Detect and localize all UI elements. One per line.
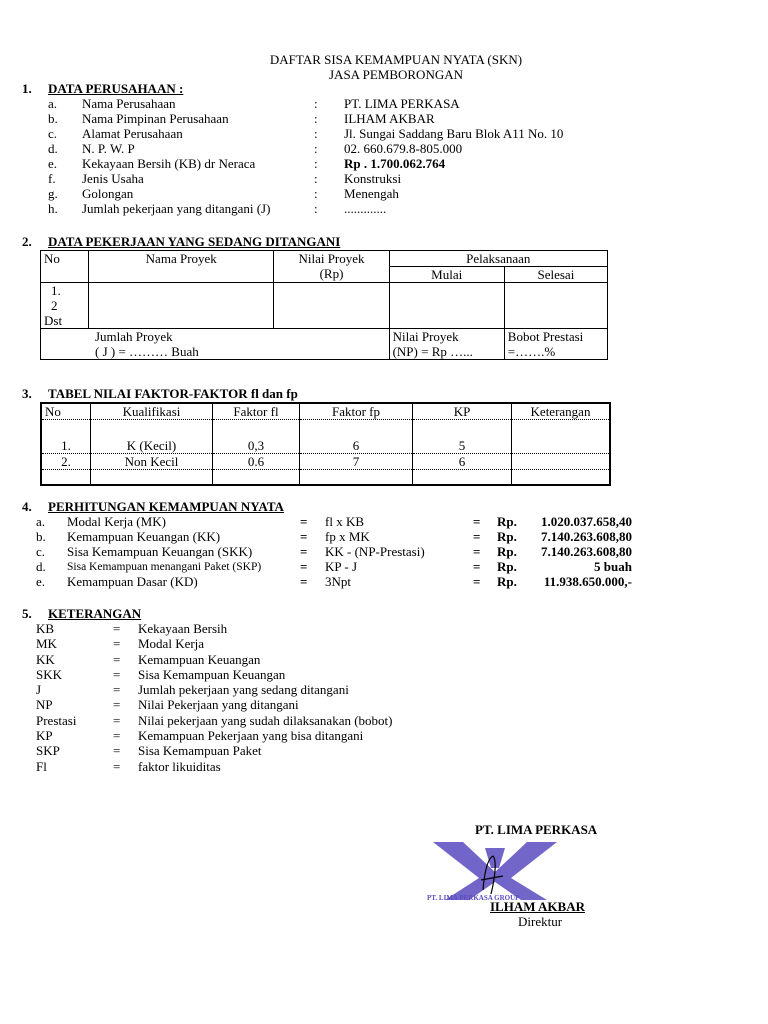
calc-label: Sisa Kemampuan menangani Paket (SKP) xyxy=(67,561,262,573)
item-letter: b. xyxy=(48,111,58,126)
calc-equals: = xyxy=(300,574,308,589)
item-colon: : xyxy=(314,141,318,156)
calc-label: Sisa Kemampuan Keuangan (SKK) xyxy=(67,544,253,559)
item-letter: h. xyxy=(48,201,58,216)
calc-equals: = xyxy=(473,514,481,529)
factor-cell-no: 1. xyxy=(41,420,91,454)
calc-formula: KK - (NP-Prestasi) xyxy=(325,544,425,559)
calc-equals: = xyxy=(300,529,308,544)
legend-equals: = xyxy=(113,652,121,667)
item-key: Nama Pimpinan Perusahaan xyxy=(82,111,229,126)
calc-letter: c. xyxy=(36,544,46,559)
legend-equals: = xyxy=(113,621,121,636)
legend-abbr: KK xyxy=(36,652,55,667)
section2-heading: DATA PEKERJAAN YANG SEDANG DITANGANI xyxy=(48,234,341,249)
legend-abbr: J xyxy=(36,682,42,697)
ongoing-projects-table xyxy=(40,250,608,360)
section3-heading: TABEL NILAI FAKTOR-FAKTOR fl dan fp xyxy=(48,386,298,401)
cell-empty xyxy=(274,283,389,329)
factor-cell-qualification: K (Kecil) xyxy=(91,420,213,454)
item-value: ............. xyxy=(344,201,387,216)
legend-equals: = xyxy=(113,728,121,743)
legend-abbr: SKP xyxy=(36,743,60,758)
calc-value: 11.938.650.000,- xyxy=(543,574,632,589)
legend-abbr: SKK xyxy=(36,667,63,682)
item-value: Konstruksi xyxy=(344,171,402,186)
calc-currency: Rp. xyxy=(497,559,517,574)
item-value: PT. LIMA PERKASA xyxy=(344,96,460,111)
table-row xyxy=(41,283,608,329)
col-header-project-value-line1: Nilai Proyek xyxy=(298,251,365,266)
col-header-finish: Selesai xyxy=(504,267,607,283)
calc-currency: Rp. xyxy=(497,514,517,529)
stamp-text: PT. LIMA PERKASA GROUP xyxy=(427,894,520,902)
item-letter: a. xyxy=(48,96,58,111)
signatory-name: ILHAM AKBAR xyxy=(490,899,585,914)
factor-cell-kp: 6 xyxy=(413,454,512,470)
footer-total-value: ( J ) = ……… Buah xyxy=(95,344,199,359)
calc-value: 5 buah xyxy=(594,559,632,574)
col-header-no: No xyxy=(41,251,89,283)
col-header-project-name: Nama Proyek xyxy=(89,251,274,283)
item-letter: g. xyxy=(48,186,58,201)
footer-weight-value: =…….% xyxy=(507,344,556,359)
factor-cell-notes xyxy=(512,454,611,470)
legend-equals: = xyxy=(113,759,121,774)
legend-equals: = xyxy=(113,743,121,758)
legend-equals: = xyxy=(113,682,121,697)
factor-cell-qualification: Non Kecil xyxy=(91,454,213,470)
calc-currency: Rp. xyxy=(497,529,517,544)
item-value-net-worth: Rp . 1.700.062.764 xyxy=(344,156,446,171)
calc-label: Kemampuan Dasar (KD) xyxy=(67,574,198,589)
item-colon: : xyxy=(314,171,318,186)
calc-value: 7.140.263.608,80 xyxy=(541,529,632,544)
signature-company: PT. LIMA PERKASA xyxy=(475,822,598,837)
legend-desc: Kemampuan Pekerjaan yang bisa ditangani xyxy=(138,728,364,743)
factor-cell-fl: 0,3 xyxy=(213,420,300,454)
factor-col-kp: KP xyxy=(413,403,512,420)
row-no-2: 2 xyxy=(51,298,58,313)
legend-equals: = xyxy=(113,697,121,712)
section3-number: 3. xyxy=(22,386,32,401)
calc-equals: = xyxy=(300,559,308,574)
item-colon: : xyxy=(314,186,318,201)
legend-desc: Modal Kerja xyxy=(138,636,205,651)
item-key: N. P. W. P xyxy=(82,141,135,156)
factor-col-qualification: Kualifikasi xyxy=(91,403,213,420)
calc-equals: = xyxy=(473,529,481,544)
col-header-execution: Pelaksanaan xyxy=(389,251,607,267)
legend-desc: Sisa Kemampuan Keuangan xyxy=(138,667,286,682)
footer-total-projects xyxy=(41,329,390,360)
calc-formula: fp x MK xyxy=(325,529,370,544)
factor-col-fl: Faktor fl xyxy=(213,403,300,420)
legend-abbr: KP xyxy=(36,728,53,743)
item-value: Menengah xyxy=(344,186,399,201)
table-footer-row xyxy=(41,329,608,360)
calc-formula: KP - J xyxy=(325,559,358,574)
item-value: 02. 660.679.8-805.000 xyxy=(344,141,463,156)
company-stamp-logo xyxy=(425,838,565,908)
factor-col-fp: Faktor fp xyxy=(300,403,413,420)
legend-abbr: Fl xyxy=(36,759,47,774)
legend-equals: = xyxy=(113,713,121,728)
col-header-start: Mulai xyxy=(389,267,504,283)
calc-currency: Rp. xyxy=(497,574,517,589)
item-colon: : xyxy=(314,96,318,111)
calc-equals: = xyxy=(473,574,481,589)
legend-desc: Nilai Pekerjaan yang ditangani xyxy=(138,697,299,712)
section4-heading: PERHITUNGAN KEMAMPUAN NYATA xyxy=(48,499,284,514)
row-no-1: 1. xyxy=(51,283,61,298)
item-letter: d. xyxy=(48,141,58,156)
legend-desc: Kemampuan Keuangan xyxy=(138,652,261,667)
factor-header-row xyxy=(41,403,610,420)
legend-abbr: NP xyxy=(36,697,53,712)
calc-equals: = xyxy=(473,544,481,559)
legend-abbr: Prestasi xyxy=(36,713,77,728)
calc-letter: a. xyxy=(36,514,46,529)
footer-value-label: Nilai Proyek xyxy=(392,329,459,344)
col-header-project-value-line2: (Rp) xyxy=(319,266,344,281)
table-row-empty xyxy=(41,470,610,485)
section1-number: 1. xyxy=(22,81,32,96)
legend-equals: = xyxy=(113,667,121,682)
factor-col-notes: Keterangan xyxy=(512,403,611,420)
cell-empty xyxy=(89,283,274,329)
table-row xyxy=(41,420,610,454)
col-header-project-value xyxy=(274,251,389,283)
section2-number: 2. xyxy=(22,234,32,249)
factor-cell-notes xyxy=(512,420,611,454)
item-value: ILHAM AKBAR xyxy=(344,111,435,126)
legend-desc: Jumlah pekerjaan yang sedang ditangani xyxy=(138,682,349,697)
doc-title-line2: JASA PEMBORONGAN xyxy=(329,67,463,82)
footer-total-label: Jumlah Proyek xyxy=(95,329,173,344)
section1-heading: DATA PERUSAHAAN : xyxy=(48,81,184,96)
row-no-dst: Dst xyxy=(44,313,63,328)
item-colon: : xyxy=(314,156,318,171)
item-key: Jenis Usaha xyxy=(82,171,144,186)
item-value: Jl. Sungai Saddang Baru Blok A11 No. 10 xyxy=(344,126,564,141)
footer-progress-weight xyxy=(504,329,607,360)
doc-title-line1: DAFTAR SISA KEMAMPUAN NYATA (SKN) xyxy=(269,52,523,67)
legend-desc: faktor likuiditas xyxy=(138,759,221,774)
row-numbers xyxy=(41,283,89,329)
cell-empty xyxy=(389,283,504,329)
calc-value: 1.020.037.658,40 xyxy=(541,514,632,529)
footer-project-value xyxy=(389,329,504,360)
legend-desc: Kekayaan Bersih xyxy=(138,621,228,636)
section5-number: 5. xyxy=(22,606,32,621)
table-row xyxy=(41,454,610,470)
calc-value: 7.140.263.608,80 xyxy=(541,544,632,559)
calc-equals: = xyxy=(473,559,481,574)
item-letter: f. xyxy=(48,171,56,186)
footer-value-amount: (NP) = Rp …... xyxy=(392,344,473,359)
item-key: Alamat Perusahaan xyxy=(82,126,183,141)
item-key: Kekayaan Bersih (KB) dr Neraca xyxy=(82,156,256,171)
legend-abbr: MK xyxy=(36,636,57,651)
item-key: Golongan xyxy=(82,186,134,201)
factor-cell-no: 2. xyxy=(41,454,91,470)
factor-table xyxy=(40,402,611,486)
item-colon: : xyxy=(314,201,318,216)
legend-desc: Sisa Kemampuan Paket xyxy=(138,743,262,758)
calc-formula: fl x KB xyxy=(325,514,364,529)
legend-desc: Nilai pekerjaan yang sudah dilaksanakan (bobot) xyxy=(138,713,393,728)
section4-number: 4. xyxy=(22,499,32,514)
item-letter: e. xyxy=(48,156,58,171)
item-key: Nama Perusahaan xyxy=(82,96,176,111)
signatory-position: Direktur xyxy=(518,914,563,929)
factor-col-no: No xyxy=(41,403,91,420)
calc-letter: e. xyxy=(36,574,46,589)
factor-cell-fp: 6 xyxy=(300,420,413,454)
calc-formula: 3Npt xyxy=(325,574,351,589)
calc-letter: b. xyxy=(36,529,46,544)
section5-heading: KETERANGAN xyxy=(48,606,142,621)
item-letter: c. xyxy=(48,126,58,141)
calc-label: Modal Kerja (MK) xyxy=(67,514,166,529)
calc-currency: Rp. xyxy=(497,544,517,559)
calc-label: Kemampuan Keuangan (KK) xyxy=(67,529,221,544)
legend-equals: = xyxy=(113,636,121,651)
legend-abbr: KB xyxy=(36,621,55,636)
factor-cell-kp: 5 xyxy=(413,420,512,454)
factor-cell-fp: 7 xyxy=(300,454,413,470)
calc-equals: = xyxy=(300,544,308,559)
footer-weight-label: Bobot Prestasi xyxy=(507,329,584,344)
item-colon: : xyxy=(314,111,318,126)
item-colon: : xyxy=(314,126,318,141)
item-key: Jumlah pekerjaan yang ditangani (J) xyxy=(82,201,271,216)
factor-cell-fl: 0.6 xyxy=(213,454,300,470)
calc-letter: d. xyxy=(36,559,46,574)
calc-equals: = xyxy=(300,514,308,529)
cell-empty xyxy=(504,283,607,329)
